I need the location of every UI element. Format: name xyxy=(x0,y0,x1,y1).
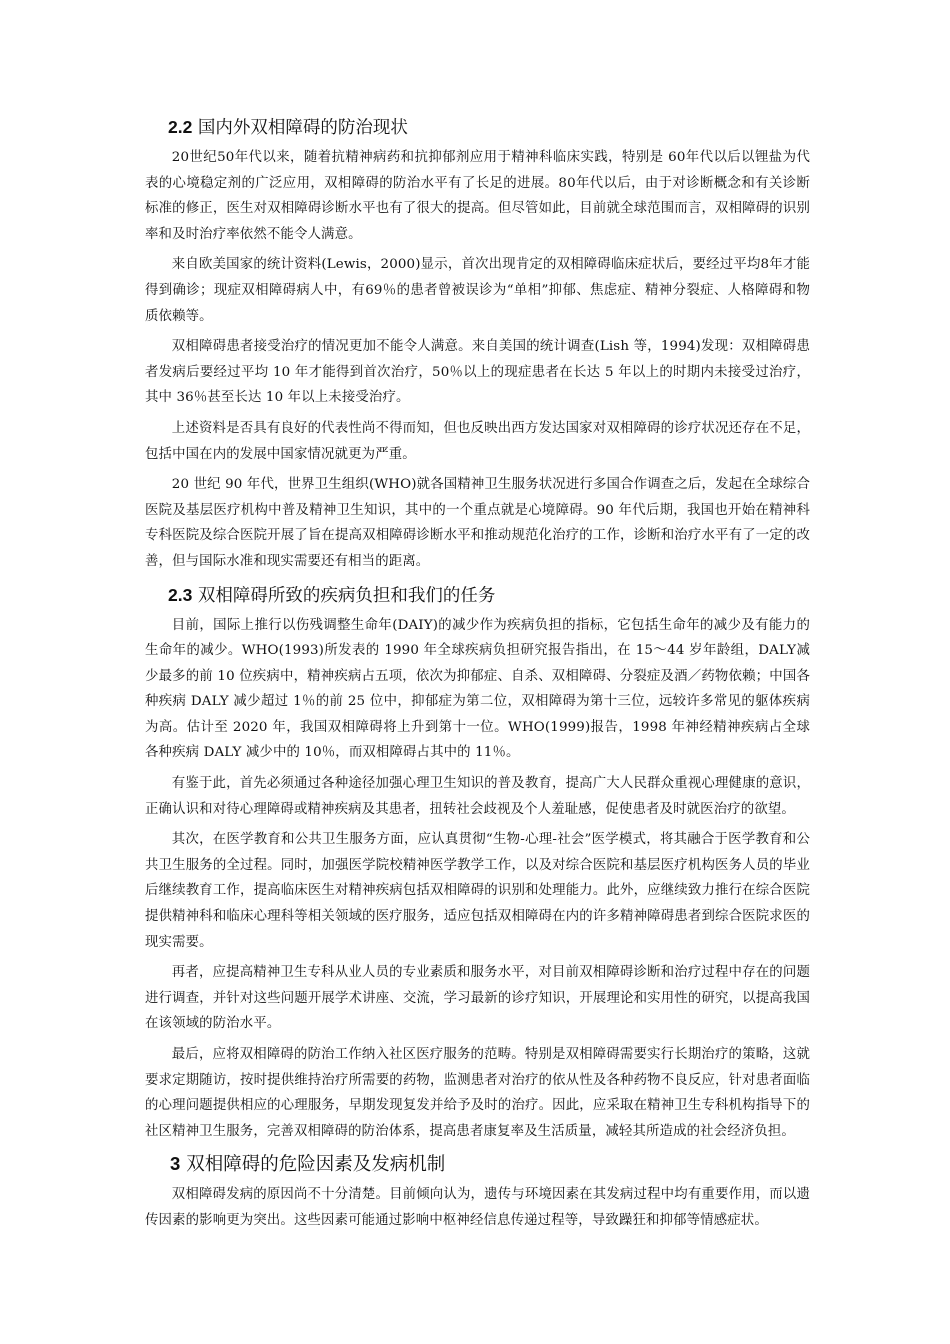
section-title: 国内外双相障碍的防治现状 xyxy=(197,118,408,138)
section-3 xyxy=(145,1149,810,1233)
document-page xyxy=(145,112,810,1239)
paragraph: 双相障碍患者接受治疗的情况更加不能令人满意。来自美国的统计调查(Lish 等，1994)发现：双相障碍患者发病后要经过平均 10 年才能得到首次治疗，50％以上的现症患者在长达 5 年以上的时期内未接受过治疗，其中 36％甚至长达 10 年以上未接受治疗。 xyxy=(145,339,810,406)
paragraph: 最后，应将双相障碍的防治工作纳入社区医疗服务的范畴。特别是双相障碍需要实行长期治疗的策略，这就要求定期随访，按时提供维持治疗所需要的药物，监测患者对治疗的依从性及各种药物不良反应，针对患者面临的心理问题提供相应的心理服务，早期发现复发并给予及时的治疗。因此，应采取在精神卫生专科机构指导下的社区精神卫生服务，完善双相障碍的防治体系，提高患者康复率及生活质量，减轻其所造成的社会经济负担。 xyxy=(145,1047,810,1139)
paragraph: 再者，应提高精神卫生专科从业人员的专业素质和服务水平，对目前双相障碍诊断和治疗过程中存在的问题进行调查，并针对这些问题开展学术讲座、交流，学习最新的诊疗知识，开展理论和实用性的研究，以提高我国在该领域的防治水平。 xyxy=(145,965,810,1032)
section-2-3 xyxy=(145,580,810,1145)
paragraph: 20 世纪 90 年代，世界卫生组织(WHO)就各国精神卫生服务状况进行多国合作调查之后，发起在全球综合医院及基层医疗机构中普及精神卫生知识，其中的一个重点就是心境障碍。90 年代后期，我国也开始在精神科专科医院及综合医院开展了旨在提高双相障碍诊断水平和推动规范化治疗的工作，诊断和治疗水平有了一定的改善，但与国际水准和现实需要还有相当的距离。 xyxy=(145,477,810,569)
section-number: 2.2 xyxy=(168,117,193,137)
section-title: 双相障碍所致的疾病负担和我们的任务 xyxy=(197,585,496,606)
section-number: 2.3 xyxy=(168,584,193,605)
section-heading xyxy=(145,580,810,611)
section-heading xyxy=(145,1149,810,1180)
paragraph: 来自欧美国家的统计资料(Lewis，2000)显示，首次出现肯定的双相障碍临床症状后，要经过平均8年才能得到确诊；现症双相障碍病人中，有69％的患者曾被误诊为“单相”抑郁、焦虑症、精神分裂症、人格障碍和物质依赖等。 xyxy=(145,257,810,324)
section-title: 双相障碍的危险因素及发病机制 xyxy=(186,1154,446,1176)
paragraph: 目前，国际上推行以伤残调整生命年(DAIY)的减少作为疾病负担的指标，它包括生命年的减少及有能力的生命年的减少。WHO(1993)所发表的 1990 年全球疾病负担研究报告指出，在 15～44 岁年龄组，DALY减少最多的前 10 位疾病中，精神疾病占五项，依次为抑郁症、自杀、双相障碍、分裂症及酒／药物依赖；中国各种疾病 DALY 减少超过 1％的前 25 位中，抑郁症为第二位，双相障碍为第十三位，远较许多常见的躯体疾病为高。估计至 2020 年，我国双相障碍将上升到第十一位。WHO(1999)报告，1998 年神经精神疾病占全球各种疾病 DALY 减少中的 10％，而双相障碍占其中的 11％。 xyxy=(145,617,810,761)
section-number: 3 xyxy=(170,1153,181,1175)
paragraph: 其次，在医学教育和公共卫生服务方面，应认真贯彻“生物-心理-社会”医学模式，将其融合于医学教育和公共卫生服务的全过程。同时，加强医学院校精神医学教学工作，以及对综合医院和基层医疗机构医务人员的毕业后继续教育工作，提高临床医生对精神疾病包括双相障碍的识别和处理能力。此外，应继续致力推行在综合医院提供精神科和临床心理科等相关领域的医疗服务，适应包括双相障碍在内的许多精神障碍患者到综合医院求医的现实需要。 xyxy=(145,832,810,950)
section-2-2 xyxy=(145,112,810,575)
paragraph: 双相障碍发病的原因尚不十分清楚。目前倾向认为，遗传与环境因素在其发病过程中均有重要作用，而以遗传因素的影响更为突出。这些因素可能通过影响中枢神经信息传递过程等，导致躁狂和抑郁等情感症状。 xyxy=(145,1187,810,1228)
section-heading xyxy=(145,112,810,143)
paragraph: 上述资料是否具有良好的代表性尚不得而知，但也反映出西方发达国家对双相障碍的诊疗状况还存在不足，包括中国在内的发展中国家情况就更为严重。 xyxy=(145,420,810,462)
paragraph: 有鉴于此，首先必须通过各种途径加强心理卫生知识的普及教育，提高广大人民群众重视心理健康的意识，正确认识和对待心理障碍或精神疾病及其患者，扭转社会歧视及个人羞耻感，促使患者及时就医治疗的欲望。 xyxy=(145,776,810,817)
paragraph: 20世纪50年代以来，随着抗精神病药和抗抑郁剂应用于精神科临床实践，特别是 60年代以后以锂盐为代表的心境稳定剂的广泛应用，双相障碍的防治水平有了长足的进展。80年代以后，由于对诊断概念和有关诊断标准的修正，医生对双相障碍诊断水平也有了很大的提高。但尽管如此，目前就全球范围而言，双相障碍的识别率和及时治疗率依然不能令人满意。 xyxy=(145,150,810,242)
